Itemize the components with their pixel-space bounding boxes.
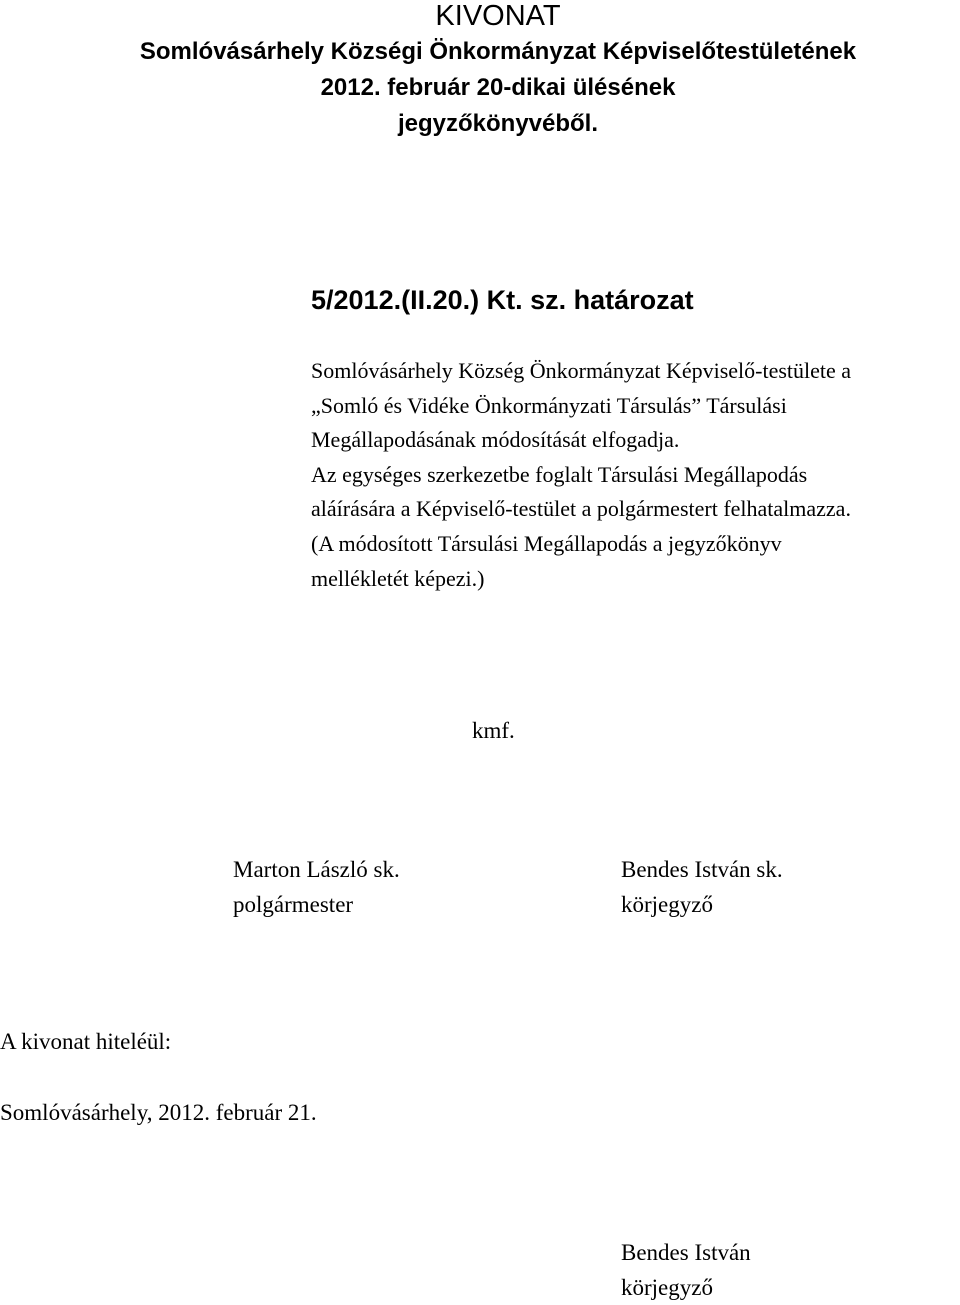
header-line-2: 2012. február 20-dikai ülésének bbox=[320, 74, 676, 101]
signature-role: körjegyző bbox=[621, 1275, 713, 1300]
header-line-3: jegyzőkönyvéből. bbox=[397, 110, 599, 137]
decision-body bbox=[311, 354, 851, 596]
body-line: mellékletét képezi.) bbox=[311, 565, 485, 591]
body-line: (A módosított Társulási Megállapodás a jegyzőkönyv bbox=[311, 530, 782, 556]
certification-label: A kivonat hiteléül: bbox=[0, 1029, 172, 1054]
signature-notary bbox=[621, 852, 783, 922]
signature-role: polgármester bbox=[233, 892, 354, 917]
body-line: Az egységes szerkezetbe foglalt Társulási Megállapodás bbox=[311, 461, 808, 487]
body-line: aláírására a Képviselő-testület a polgármestert felhatalmazza. bbox=[311, 496, 851, 522]
signature-mayor bbox=[233, 852, 400, 922]
signature-name: Bendes István sk. bbox=[621, 857, 783, 882]
body-line: Somlóvásárhely Község Önkormányzat Képviselő-testülete a bbox=[311, 358, 852, 383]
kmf-label: kmf. bbox=[472, 718, 515, 743]
signature-certifier bbox=[621, 1235, 751, 1305]
place-date: Somlóvásárhely, 2012. február 21. bbox=[0, 1100, 317, 1125]
body-line: „Somló és Vidéke Önkormányzati Társulás” Társulási bbox=[311, 392, 787, 418]
signature-role: körjegyző bbox=[621, 892, 713, 917]
document-title: KIVONAT bbox=[435, 0, 561, 32]
decision-number: 5/2012.(II.20.) Kt. sz. határozat bbox=[311, 285, 694, 315]
signature-name: Marton László sk. bbox=[233, 857, 400, 882]
signature-name: Bendes István bbox=[621, 1240, 751, 1265]
body-line: Megállapodásának módosítását elfogadja. bbox=[311, 427, 680, 453]
header-line-1: Somlóvásárhely Községi Önkormányzat Képviselőtestületének bbox=[139, 38, 857, 65]
